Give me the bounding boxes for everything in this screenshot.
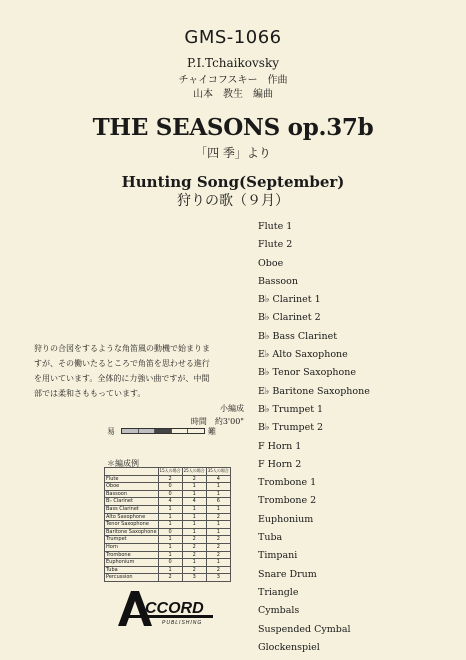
ensemble-size: 小編成 bbox=[220, 404, 244, 413]
instrument-item: Euphonium bbox=[258, 513, 314, 525]
arranger-name-jp: 山本 教生 編曲 bbox=[193, 89, 273, 100]
table-row bbox=[105, 475, 231, 483]
table-cell-count: 1 bbox=[206, 483, 230, 491]
table-row bbox=[105, 483, 231, 491]
table-cell-count: 1 bbox=[206, 528, 230, 536]
table-cell-instrument: Baritone Saxophone bbox=[106, 528, 157, 535]
table-cell-instrument: Alto Saxophone bbox=[105, 513, 159, 521]
table-row bbox=[105, 536, 231, 544]
table-cell-instrument: Oboe bbox=[105, 483, 159, 491]
difficulty-segment bbox=[155, 429, 172, 433]
table-row bbox=[105, 505, 231, 513]
logo-text: CCORD bbox=[145, 600, 204, 617]
table-cell-count: 2 bbox=[206, 566, 230, 574]
table-cell-instrument: Flute bbox=[105, 475, 159, 483]
table-cell-count: 1 bbox=[158, 543, 182, 551]
accord-publishing-logo bbox=[118, 589, 213, 629]
performance-info bbox=[130, 402, 244, 428]
table-cell-count: 1 bbox=[206, 505, 230, 513]
table-cell-count: 1 bbox=[206, 521, 230, 529]
logo-subtext: PUBLISHING bbox=[162, 620, 203, 626]
table-cell-count: 4 bbox=[206, 475, 230, 483]
table-cell-count: 1 bbox=[182, 513, 206, 521]
difficulty-segment bbox=[122, 429, 139, 433]
table-header-blank bbox=[105, 468, 159, 476]
table-header: 35人の場合 bbox=[206, 468, 230, 476]
table-cell-count: 2 bbox=[182, 566, 206, 574]
instrument-item: E♭ Baritone Saxophone bbox=[258, 385, 370, 397]
instrument-item: Trombone 2 bbox=[258, 495, 317, 507]
work-title-jp: 「四 季」より bbox=[195, 146, 271, 160]
table-cell-count: 1 bbox=[158, 551, 182, 559]
instrument-item: Snare Drum bbox=[258, 568, 317, 580]
table-cell-instrument: Bass Clarinet bbox=[105, 505, 159, 513]
table-cell-count: 1 bbox=[206, 490, 230, 498]
logo-graphic bbox=[118, 589, 213, 629]
table-cell-count: 2 bbox=[206, 536, 230, 544]
table-cell-count: 0 bbox=[158, 559, 182, 567]
difficulty-segment bbox=[172, 429, 189, 433]
instrumentation-table bbox=[104, 467, 231, 582]
table-row bbox=[105, 490, 231, 498]
difficulty-easy-label: 易 bbox=[107, 427, 115, 436]
difficulty-scale bbox=[107, 426, 219, 438]
table-row bbox=[105, 574, 231, 582]
table-cell-instrument: Trumpet bbox=[105, 536, 159, 544]
table-cell-count: 2 bbox=[158, 475, 182, 483]
table-cell-count: 1 bbox=[182, 483, 206, 491]
description-line: すが、その働いたるところで角笛を思わせる進行 bbox=[34, 359, 210, 368]
table-cell-count: 0 bbox=[158, 528, 182, 536]
instrument-item: Flute 1 bbox=[258, 221, 293, 232]
difficulty-segment bbox=[139, 429, 156, 433]
instrument-item: Timpani bbox=[258, 550, 298, 562]
catalog-code: GMS-1066 bbox=[184, 27, 282, 48]
table-row bbox=[105, 513, 231, 521]
table-cell-count: 1 bbox=[158, 521, 182, 529]
composer-name: P.I.Tchaikovsky bbox=[186, 56, 279, 70]
work-title: THE SEASONS op.37b bbox=[92, 114, 374, 141]
instrument-item: F Horn 2 bbox=[258, 458, 302, 470]
description bbox=[34, 341, 244, 401]
table-cell-count: 1 bbox=[182, 528, 206, 536]
table-row bbox=[105, 498, 231, 506]
table-cell-count: 1 bbox=[158, 536, 182, 544]
table-cell-instrument: Euphonium bbox=[105, 559, 159, 567]
table-cell-count: 1 bbox=[206, 559, 230, 567]
table-header-row bbox=[105, 468, 231, 476]
instrument-item: F Horn 1 bbox=[258, 440, 302, 452]
table-cell-count: 0 bbox=[158, 483, 182, 491]
table-row bbox=[105, 566, 231, 574]
table-cell-count: 1 bbox=[158, 505, 182, 513]
table-cell-count: 2 bbox=[182, 475, 206, 483]
table-cell-count: 3 bbox=[206, 574, 230, 582]
table-cell-count: 1 bbox=[182, 559, 206, 567]
instrument-item: Triangle bbox=[258, 586, 299, 598]
table-cell-count: 1 bbox=[158, 513, 182, 521]
table-cell-count: 4 bbox=[182, 498, 206, 506]
table-cell-instrument: Trombone bbox=[105, 551, 159, 559]
instrument-item: B♭ Clarinet 1 bbox=[258, 294, 321, 306]
table-cell-instrument: B♭ Clarinet bbox=[105, 498, 159, 506]
song-title: Hunting Song(September) bbox=[121, 173, 345, 191]
instrument-item: Suspended Cymbal bbox=[258, 623, 351, 635]
table-cell-count: 2 bbox=[182, 551, 206, 559]
table-cell-instrument: Horn bbox=[105, 543, 159, 551]
table-cell-instrument: Tuba bbox=[105, 566, 159, 574]
instrument-item: Cymbals bbox=[258, 605, 300, 617]
table-cell-count: 0 bbox=[158, 490, 182, 498]
duration: 時間 約3'00" bbox=[190, 417, 244, 426]
description-line: を用いています。全体的に力強い曲ですが、中間 bbox=[34, 374, 210, 383]
instrument-item: Flute 2 bbox=[258, 239, 293, 251]
table-cell-count: 1 bbox=[182, 521, 206, 529]
instrument-item: B♭ Trumpet 1 bbox=[258, 403, 324, 415]
instrument-item: Oboe bbox=[258, 257, 284, 269]
instrument-list bbox=[258, 218, 370, 657]
table-row bbox=[105, 528, 231, 536]
instrument-item: Glockenspiel bbox=[258, 641, 320, 653]
table-cell-count: 2 bbox=[206, 513, 230, 521]
table-cell-count: 1 bbox=[158, 566, 182, 574]
composer-name-jp: チャイコフスキー 作曲 bbox=[178, 75, 288, 86]
table-cell-count: 4 bbox=[158, 498, 182, 506]
table-cell-count: 2 bbox=[206, 551, 230, 559]
table-cell-count: 2 bbox=[206, 543, 230, 551]
table-cell-count: 6 bbox=[206, 498, 230, 506]
table-row bbox=[105, 543, 231, 551]
difficulty-segment bbox=[188, 429, 204, 433]
table-row bbox=[105, 521, 231, 529]
table-cell-count: 1 bbox=[182, 505, 206, 513]
table-cell-count: 1 bbox=[182, 490, 206, 498]
table-header: 25人の場合 bbox=[182, 468, 206, 476]
instrument-item: B♭ Clarinet 2 bbox=[258, 312, 321, 324]
song-title-jp: 狩りの歌（９月） bbox=[177, 193, 289, 209]
instrument-item: Trombone 1 bbox=[258, 477, 317, 489]
difficulty-bar bbox=[121, 428, 205, 434]
table-cell-instrument: Percussion bbox=[105, 574, 159, 582]
instrument-item: B♭ Bass Clarinet bbox=[258, 330, 338, 342]
difficulty-hard-label: 難 bbox=[208, 427, 216, 436]
table-cell-count: 2 bbox=[182, 536, 206, 544]
table-cell-instrument: Tenor Saxophone bbox=[105, 521, 159, 529]
instrument-item: Bassoon bbox=[258, 275, 298, 287]
table-header: 15人の場合 bbox=[158, 468, 182, 476]
table-cell-count: 3 bbox=[182, 574, 206, 582]
table-cell-count: 2 bbox=[182, 543, 206, 551]
table-cell-count: 2 bbox=[158, 574, 182, 582]
instrument-item: B♭ Tenor Saxophone bbox=[258, 367, 357, 379]
instrument-item: E♭ Alto Saxophone bbox=[258, 349, 348, 361]
table-row bbox=[105, 559, 231, 567]
example-label: ＊編成例 bbox=[107, 459, 139, 468]
table-cell-instrument: Bassoon bbox=[105, 490, 159, 498]
instrument-item: Tuba bbox=[258, 532, 283, 544]
description-line: 部では柔和さももっています。 bbox=[34, 389, 146, 398]
table-row bbox=[105, 551, 231, 559]
table-body bbox=[105, 475, 231, 581]
description-line: 狩りの合図をするような角笛風の動機で始まりま bbox=[34, 344, 210, 353]
instrument-item: B♭ Trumpet 2 bbox=[258, 422, 324, 434]
